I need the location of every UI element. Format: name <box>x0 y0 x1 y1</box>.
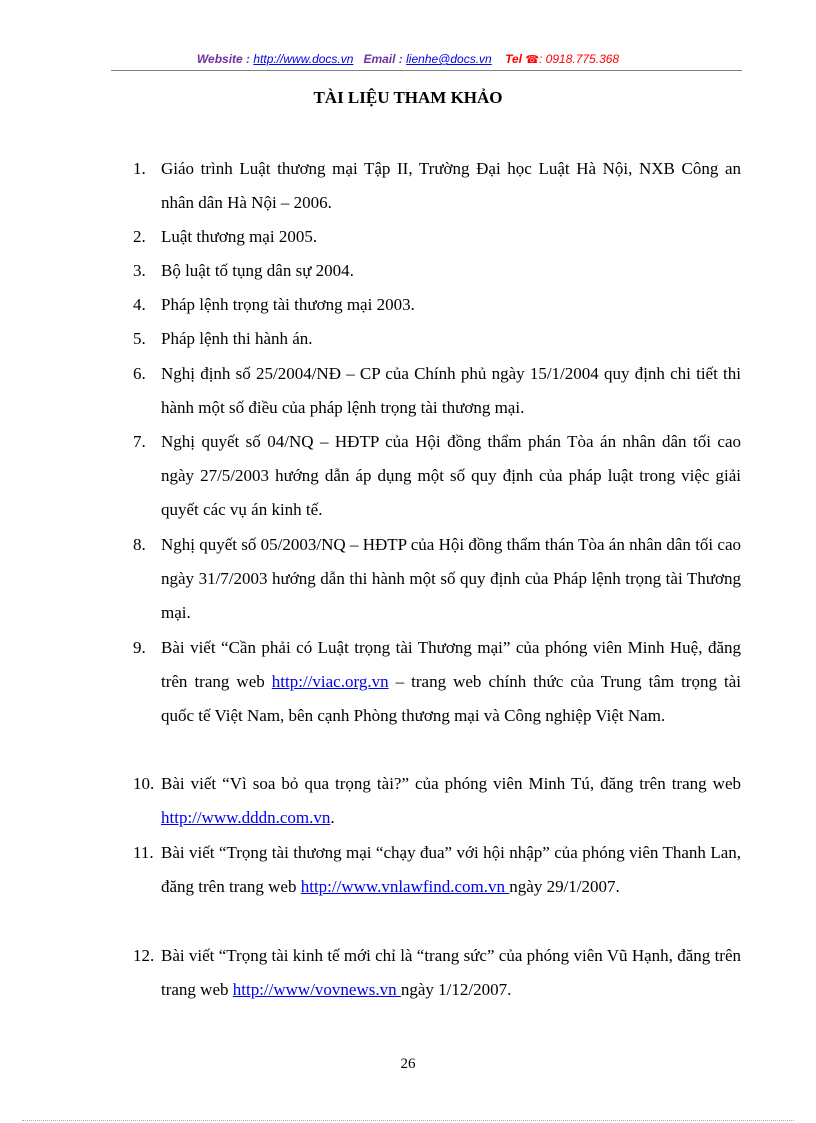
reference-number: 9. <box>133 638 146 657</box>
reference-text: Nghị quyết số 04/NQ – HĐTP của Hội đồng thẩm phán Tòa án nhân dân tối cao ngày 27/5/2003 hướng dẫn áp dụng một số quy định của pháp luật trong việc giải quyết các vụ án kinh tế. <box>161 432 741 519</box>
reference-text: Pháp lệnh trọng tài thương mại 2003. <box>161 295 415 314</box>
reference-item <box>133 767 741 835</box>
footer-divider <box>22 1120 794 1121</box>
reference-number: 3. <box>133 261 146 280</box>
reference-number: 2. <box>133 227 146 246</box>
reference-number: 8. <box>133 535 146 554</box>
reference-number: 11. <box>133 843 154 862</box>
reference-item <box>133 220 741 254</box>
reference-item <box>133 631 741 733</box>
reference-item <box>133 425 741 527</box>
reference-item <box>133 836 741 904</box>
reference-link[interactable]: http://www.dddn.com.vn <box>161 808 331 827</box>
reference-text-pre: Bài viết “Vì soa bỏ qua trọng tài?” của phóng viên Minh Tú, đăng trên trang web <box>161 774 741 793</box>
reference-text: Pháp lệnh thi hành án. <box>161 329 313 348</box>
reference-text-pre: Bài viết “Trọng tài thương mại “chạy đua” với hội nhập” của phóng viên Thanh Lan, đăng trên trang web <box>161 843 741 896</box>
reference-number: 6. <box>133 364 146 383</box>
website-link[interactable]: http://www.docs.vn <box>253 52 354 66</box>
reference-text-pre: Bài viết “Cần phải có Luật trọng tài Thương mại” của phóng viên Minh Huệ, đăng trên trang web <box>161 638 741 691</box>
email-link[interactable]: lienhe@docs.vn <box>406 52 492 66</box>
reference-text <box>161 631 741 733</box>
reference-item <box>133 528 741 630</box>
reference-text: Nghị quyết số 05/2003/NQ – HĐTP của Hội đồng thẩm thán Tòa án nhân dân tối cao ngày 31/7/2003 hướng dẫn thi hành một số quy định của Pháp lệnh trọng tài Thương mại. <box>161 535 741 622</box>
reference-text: Luật thương mại 2005. <box>161 227 318 246</box>
reference-text <box>161 767 741 835</box>
reference-item <box>133 288 741 322</box>
reference-text <box>161 939 741 1007</box>
page-title: TÀI LIỆU THAM KHẢO <box>313 88 503 107</box>
reference-text-post: – trang web chính thức của Trung tâm trọng tài quốc tế Việt Nam, bên cạnh Phòng thương mại và Công nghiệp Việt Nam. <box>161 672 741 725</box>
reference-text-post: ngày 29/1/2007. <box>509 877 620 896</box>
reference-number: 7. <box>133 432 146 451</box>
tel-label: Tel <box>505 52 522 66</box>
reference-number: 10. <box>133 774 155 793</box>
reference-link[interactable]: http://www/vovnews.vn <box>232 980 401 999</box>
reference-number: 1. <box>133 159 146 178</box>
reference-text <box>161 836 741 904</box>
reference-item <box>133 357 741 425</box>
page-number: 26 <box>400 1056 416 1072</box>
phone-icon: ☎ <box>525 54 540 66</box>
tel-value: : 0918.775.368 <box>539 52 620 66</box>
reference-item <box>133 322 741 356</box>
reference-text-post: ngày 1/12/2007. <box>400 980 512 999</box>
reference-text: Nghị định số 25/2004/NĐ – CP của Chính phủ ngày 15/1/2004 quy định chi tiết thi hành một số điều của pháp lệnh trọng tài thương mại. <box>161 364 741 417</box>
reference-item <box>133 254 741 288</box>
website-label: Website : <box>196 52 251 66</box>
reference-text: Bộ luật tố tụng dân sự 2004. <box>161 261 354 280</box>
reference-number: 5. <box>133 329 146 348</box>
reference-number: 4. <box>133 295 146 314</box>
reference-item <box>133 939 741 1007</box>
reference-number: 12. <box>133 946 155 965</box>
reference-text-pre: Bài viết “Trọng tài kinh tế mới chỉ là “trang sức” của phóng viên Vũ Hạnh, đăng trên trang web <box>161 946 741 999</box>
reference-link[interactable]: http://viac.org.vn <box>271 672 389 691</box>
reference-item <box>133 152 741 220</box>
email-label: Email : <box>363 52 403 66</box>
reference-text-post: . <box>330 808 335 827</box>
reference-text: Giáo trình Luật thương mại Tập II, Trường Đại học Luật Hà Nội, NXB Công an nhân dân Hà Nội – 2006. <box>161 159 741 212</box>
reference-link[interactable]: http://www.vnlawfind.com.vn <box>300 877 510 896</box>
